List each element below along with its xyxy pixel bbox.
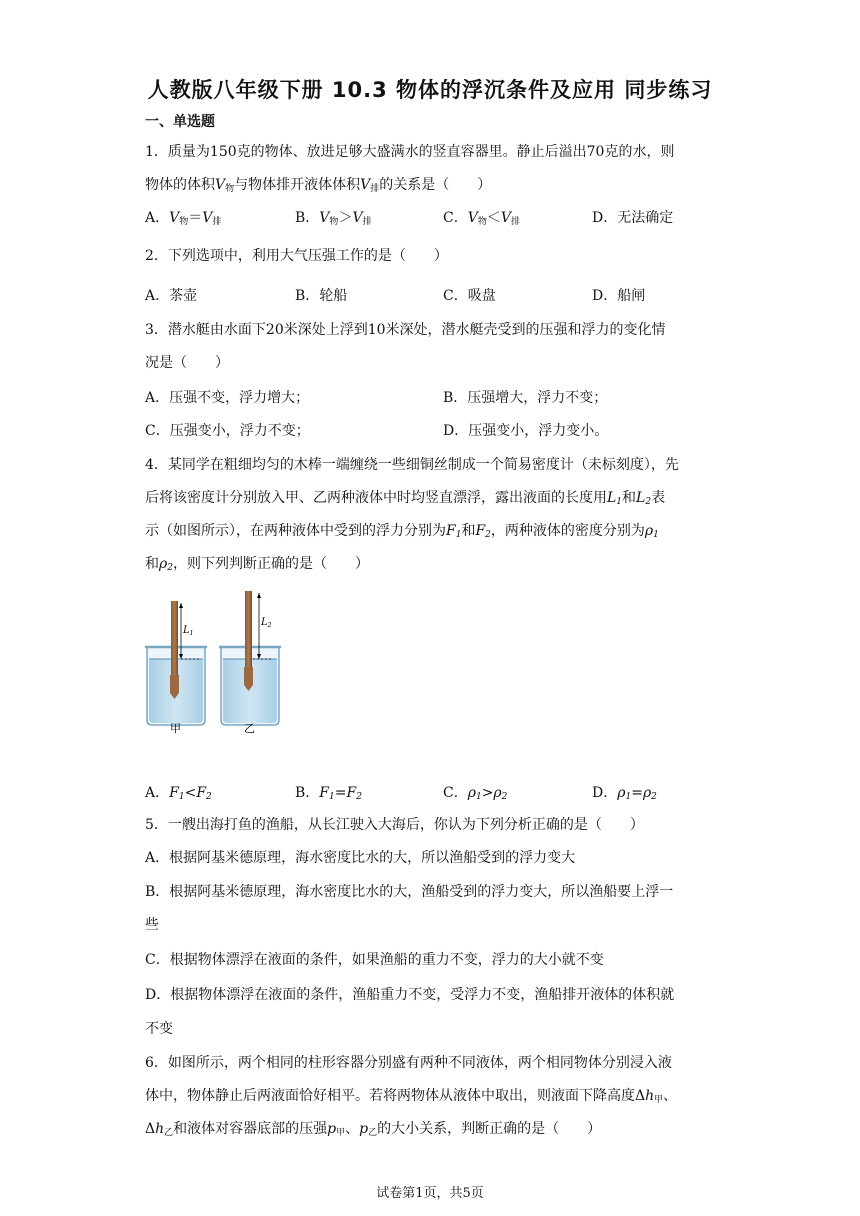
page-title: 人教版八年级下册 10.3 物体的浮沉条件及应用 同步练习 [147,78,713,102]
q2-option-d[interactable]: D．船闸 [592,288,646,304]
q2-line1: 2．下列选项中，利用大气压强工作的是（ ） [145,248,448,264]
q5-option-b-line1[interactable]: B．根据阿基米德原理，海水密度比水的大，渔船受到的浮力变大，所以渔船要上浮一 [145,884,674,900]
q5-option-d-line1[interactable]: D．根据物体漂浮在液面的条件，渔船重力不变，受浮力不变，渔船排开液体的体积就 [145,987,675,1003]
q3-option-b[interactable]: B．压强增大，浮力不变； [443,390,608,406]
q1-option-d[interactable]: D．无法确定 [592,210,674,226]
q4-option-a[interactable]: A．$F_1<F_2$ [145,785,212,802]
fig-label-l2: $L_2$ [261,617,272,629]
hydrometer-figure [143,585,283,735]
q4-line3: 示（如图所示），在两种液体中受到的浮力分别为$F_1$和$F_2$，两种液体的密度分别为$\rho_1$ [145,523,659,540]
q4-line1: 4．某同学在粗细均匀的木棒一端缠绕一些细铜丝制成一个简易密度计（未标刻度），先 [145,457,679,473]
q3-option-a[interactable]: A．压强不变，浮力增大； [145,390,310,406]
q3-option-c[interactable]: C．压强变小，浮力不变； [145,423,310,439]
q4-option-d[interactable]: D．$\rho_1=\rho_2$ [592,785,657,802]
section-heading: 一、单选题 [145,114,215,130]
q5-option-d-line2[interactable]: 不变 [145,1021,173,1037]
q5-option-a[interactable]: A．根据阿基米德原理，海水密度比水的大，所以渔船受到的浮力变大 [145,850,576,866]
q3-line2: 况是（ ） [145,355,229,371]
q4-option-c[interactable]: C．$\rho_1>\rho_2$ [443,785,508,802]
q6-line3: $\Delta h_乙$和液体对容器底部的压强$p_甲$、$p_乙$的大小关系，判断正确的是（ ） [145,1121,602,1138]
q1-option-a[interactable]: A．$V_物=V_排$ [145,210,222,227]
q4-line4: 和$\rho_2$，则下列判断正确的是（ ） [145,556,369,573]
page-footer: 试卷第1页，共5页 [376,1186,484,1201]
q5-line1: 5．一艘出海打鱼的渔船，从长江驶入大海后，你认为下列分析正确的是（ ） [145,817,644,833]
hydrometer-diagram [143,585,283,735]
q1-option-c[interactable]: C．$V_物<V_排$ [443,210,520,227]
q3-option-d[interactable]: D．压强变小，浮力变小。 [443,423,609,439]
q5-option-c[interactable]: C．根据物体漂浮在液面的条件，如果渔船的重力不变，浮力的大小就不变 [145,952,604,968]
q2-option-b[interactable]: B．轮船 [295,288,348,304]
q1-line2: 物体的体积$V_物$与物体排开液体体积$V_排$的关系是（ ） [145,177,492,194]
q5-option-b-line2[interactable]: 些 [145,917,159,933]
q2-option-a[interactable]: A．茶壶 [145,288,198,304]
q3-line1: 3．潜水艇由水面下20米深处上浮到10米深处，潜水艇壳受到的压强和浮力的变化情 [145,322,666,338]
q1-option-b[interactable]: B．$V_物>V_排$ [295,210,372,227]
q6-line1: 6．如图所示，两个相同的柱形容器分别盛有两种不同液体，两个相同物体分别浸入液 [145,1055,672,1071]
q1-line1: 1．质量为150克的物体、放进足够大盛满水的竖直容器里。静止后溢出70克的水，则 [145,144,675,160]
fig-label-l1: $L_1$ [183,625,194,637]
q4-line2: 后将该密度计分别放入甲、乙两种液体中时均竖直漂浮，露出液面的长度用$L_1$和$L_2$表 [145,490,666,507]
q6-line2: 体中，物体静止后两液面恰好相平。若将两物体从液体中取出，则液面下降高度$\Delta h_甲$、 [145,1088,678,1105]
fig-label-yi: 乙 [244,722,255,735]
q2-option-c[interactable]: C．吸盘 [443,288,496,304]
fig-label-jia: 甲 [170,722,181,735]
q4-option-b[interactable]: B．$F_1=F_2$ [295,785,362,802]
